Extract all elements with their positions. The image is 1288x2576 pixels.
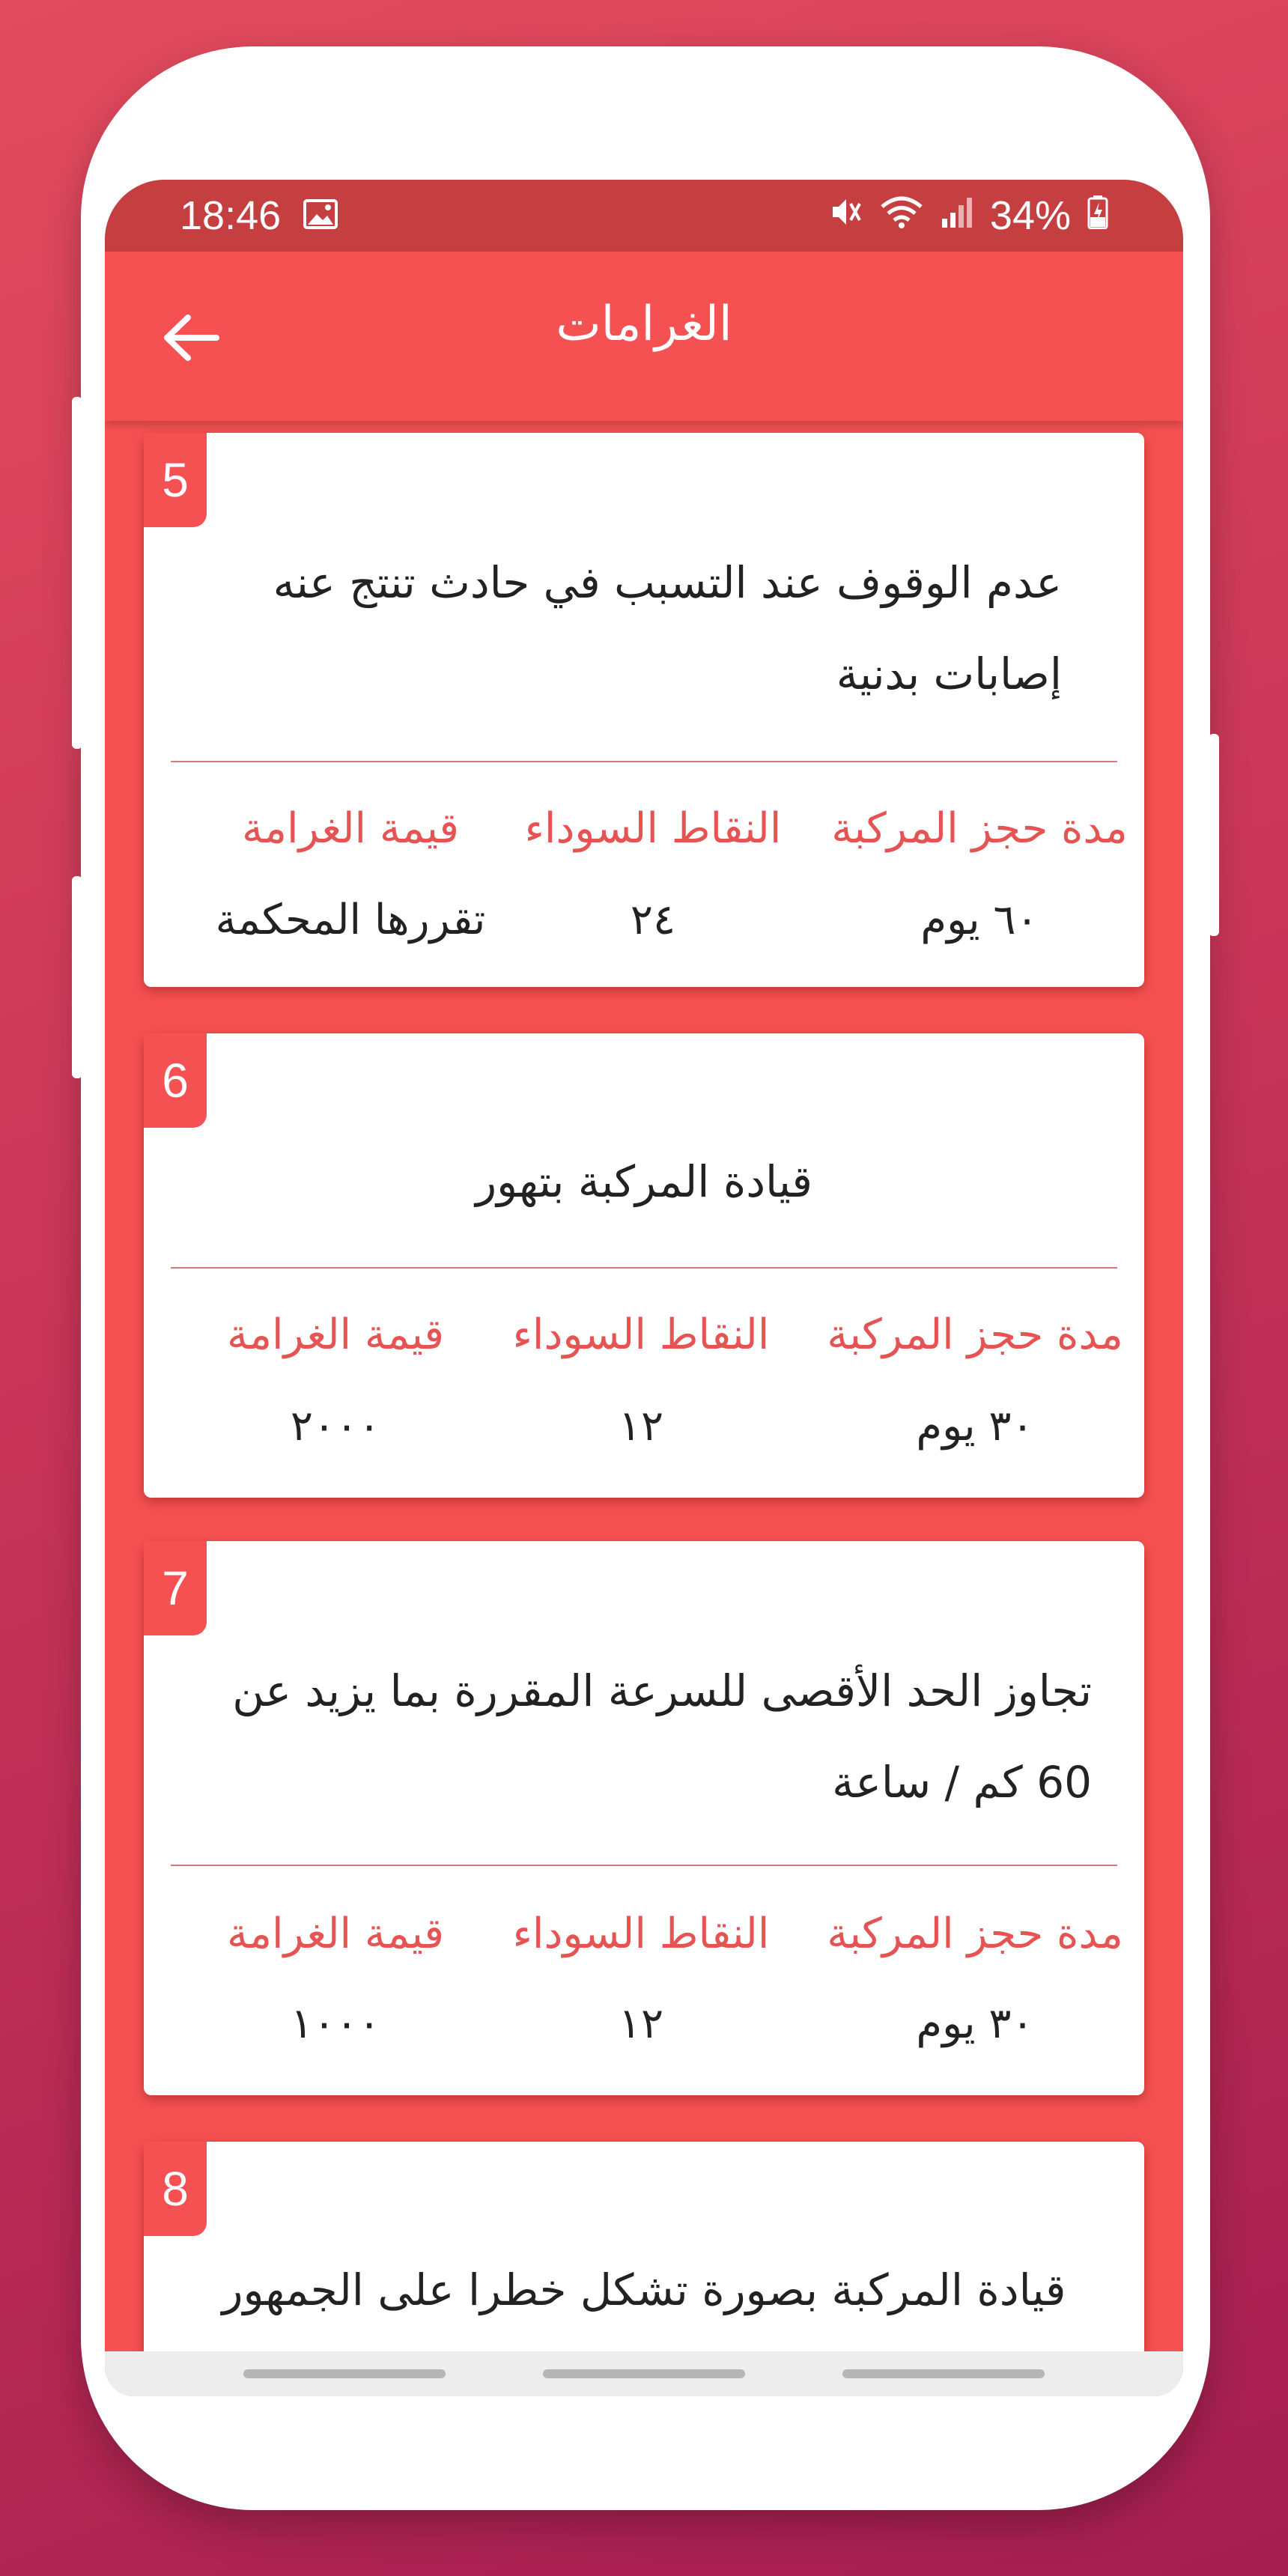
card-title-line1: قيادة المركبة بتهور — [476, 1156, 812, 1207]
fines-list[interactable] — [105, 421, 1183, 2353]
fine-value: تقررها المحكمة — [215, 896, 486, 944]
card-title-line1: قيادة المركبة بصورة تشكل خطرا على الجمهور — [222, 2264, 1066, 2315]
nav-home-button[interactable] — [543, 2369, 745, 2378]
mute-icon — [828, 192, 863, 239]
points-value: ١٢ — [618, 1999, 664, 2048]
nav-back-button[interactable] — [842, 2369, 1045, 2378]
impound-value: ٣٠ يوم — [916, 1999, 1034, 2048]
impound-value: ٦٠ يوم — [920, 896, 1039, 944]
card-title-line2: إصابات بدنية — [836, 648, 1062, 699]
fine-value: ١٠٠٠ — [290, 1999, 381, 2048]
points-value: ١٢ — [618, 1402, 664, 1450]
card-number: 6 — [144, 1033, 207, 1128]
fine-value: ٢٠٠٠ — [290, 1402, 381, 1450]
divider — [171, 761, 1117, 762]
divider — [171, 1865, 1117, 1866]
fine-header: قيمة الغرامة — [227, 1910, 444, 1958]
system-nav-bar — [105, 2351, 1183, 2396]
app-bar — [105, 252, 1183, 421]
divider — [171, 1267, 1117, 1269]
signal-icon — [941, 192, 973, 239]
impound-header: مدة حجز المركبة — [827, 1310, 1123, 1359]
fine-header: قيمة الغرامة — [227, 1310, 444, 1359]
impound-header: مدة حجز المركبة — [827, 1910, 1123, 1958]
volume-up-button — [72, 397, 82, 749]
status-bar — [105, 180, 1183, 252]
points-header: النقاط السوداء — [512, 1310, 770, 1359]
fine-card[interactable] — [144, 1541, 1144, 2095]
battery-level: 34% — [989, 193, 1071, 238]
app-screen — [105, 180, 1183, 2396]
points-header: النقاط السوداء — [512, 1910, 770, 1958]
card-title-line2: 60 كم / ساعة — [832, 1757, 1092, 1808]
fine-card[interactable] — [144, 433, 1144, 987]
card-title-line1: عدم الوقوف عند التسبب في حادث تنتج عنه — [273, 557, 1062, 608]
points-value: ٢٤ — [630, 896, 676, 944]
wifi-icon — [879, 192, 924, 239]
image-icon — [303, 192, 338, 239]
card-number: 5 — [144, 433, 207, 527]
card-title-line1: تجاوز الحد الأقصى للسرعة المقررة بما يزيد عن — [232, 1665, 1092, 1716]
impound-value: ٣٠ يوم — [916, 1402, 1034, 1450]
volume-down-button — [72, 876, 82, 1078]
page-title: الغرامات — [556, 297, 732, 352]
card-number: 7 — [144, 1541, 207, 1635]
battery-charging-icon — [1087, 192, 1108, 239]
power-button — [1209, 734, 1219, 936]
card-number: 8 — [144, 2142, 207, 2236]
points-header: النقاط السوداء — [524, 804, 782, 853]
fine-card[interactable] — [144, 2142, 1144, 2353]
status-time: 18:46 — [180, 193, 282, 238]
fine-card[interactable] — [144, 1033, 1144, 1498]
nav-recents-button[interactable] — [243, 2369, 446, 2378]
fine-header: قيمة الغرامة — [242, 804, 459, 853]
impound-header: مدة حجز المركبة — [831, 804, 1128, 853]
